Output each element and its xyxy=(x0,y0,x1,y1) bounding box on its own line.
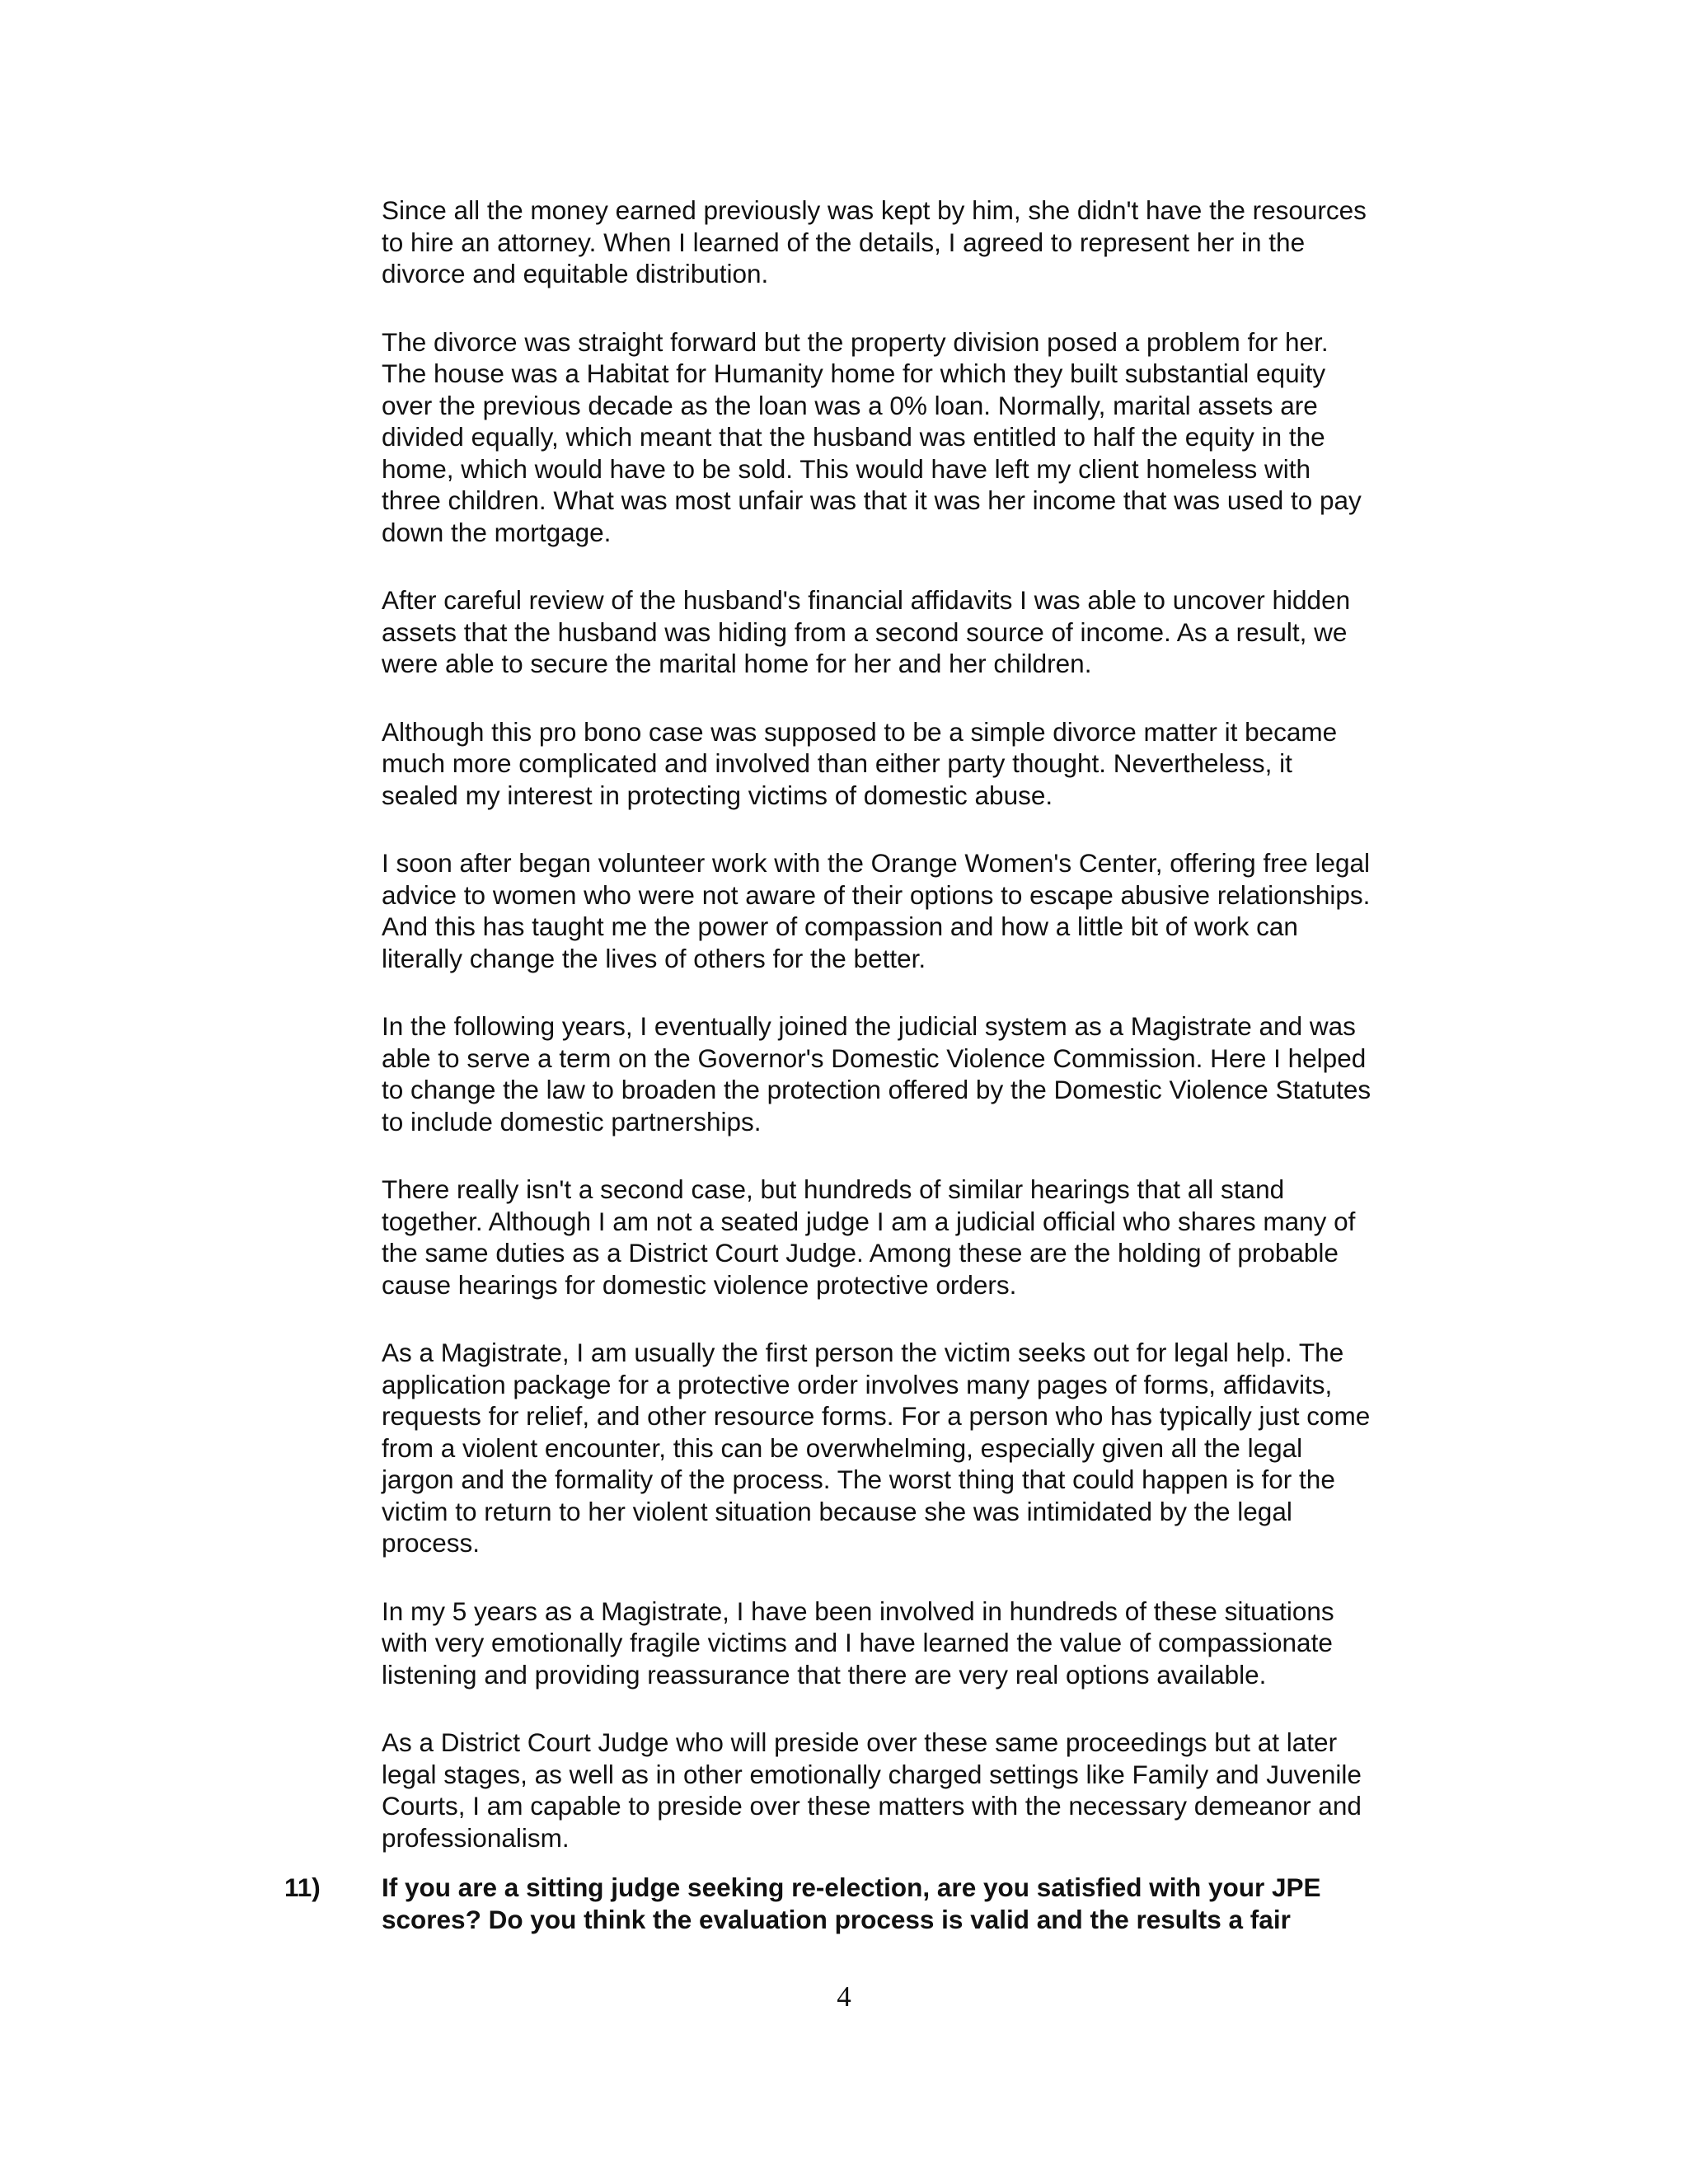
paragraph-line: As a Magistrate, I am usually the first person the victim seeks out for legal help. The xyxy=(382,1338,1344,1367)
paragraph-line: In the following years, I eventually joined the judicial system as a Magistrate and was xyxy=(382,1011,1356,1041)
paragraph-line: listening and providing reassurance that there are very real options available. xyxy=(382,1659,1267,1690)
paragraph-line: literally change the lives of others for the better. xyxy=(382,943,926,973)
paragraph-line: As a District Court Judge who will preside over these same proceedings but at later xyxy=(382,1727,1338,1757)
answer-body xyxy=(382,194,1445,1890)
paragraph-line: from a violent encounter, this can be overwhelming, especially given all the legal xyxy=(382,1432,1303,1463)
paragraph-line: I soon after began volunteer work with the Orange Women's Center, offering free legal xyxy=(382,848,1371,878)
paragraph-line: legal stages, as well as in other emotionally charged settings like Family and Juvenile xyxy=(382,1759,1362,1789)
question-line: scores? Do you think the evaluation process is valid and the results a fair xyxy=(382,1904,1291,1934)
paragraph-line: together. Although I am not a seated judge I am a judicial official who shares many of xyxy=(382,1206,1356,1236)
paragraph-line: advice to women who were not aware of their options to escape abusive relationships. xyxy=(382,879,1371,910)
paragraph-line: process. xyxy=(382,1528,481,1558)
paragraph-7 xyxy=(382,1174,1445,1301)
paragraph-6 xyxy=(382,1010,1445,1137)
paragraph-line: able to serve a term on the Governor's Domestic Violence Commission. Here I helped xyxy=(382,1043,1367,1073)
paragraph-line: assets that the husband was hiding from a second source of income. As a result, we xyxy=(382,616,1348,647)
paragraph-3 xyxy=(382,584,1445,680)
paragraph-1 xyxy=(382,194,1445,290)
paragraph-line: divided equally, which meant that the husband was entitled to half the equity in the xyxy=(382,422,1325,452)
paragraph-9 xyxy=(382,1596,1445,1691)
paragraph-line: with very emotionally fragile victims and I have learned the value of compassionate xyxy=(382,1628,1333,1657)
paragraph-line: to include domestic partnerships. xyxy=(382,1106,762,1137)
paragraph-line: sealed my interest in protecting victims of domestic abuse. xyxy=(382,780,1053,810)
paragraph-line: the same duties as a District Court Judge. Among these are the holding of probable xyxy=(382,1238,1339,1268)
paragraph-line: requests for relief, and other resource forms. For a person who has typically just come xyxy=(382,1401,1371,1431)
paragraph-line: After careful review of the husband's financial affidavits I was able to uncover hidden xyxy=(382,585,1351,615)
question-line: If you are a sitting judge seeking re-election, are you satisfied with your JPE xyxy=(382,1872,1321,1902)
paragraph-line: Courts, I am capable to preside over these matters with the necessary demeanor and xyxy=(382,1791,1362,1821)
paragraph-line: down the mortgage. xyxy=(382,517,612,547)
paragraph-line: cause hearings for domestic violence protective orders. xyxy=(382,1269,1017,1300)
paragraph-line: home, which would have to be sold. This would have left my client homeless with xyxy=(382,453,1311,484)
paragraph-line: And this has taught me the power of compassion and how a little bit of work can xyxy=(382,912,1298,941)
paragraph-line: over the previous decade as the loan was a 0% loan. Normally, marital assets are xyxy=(382,390,1318,420)
paragraph-line: There really isn't a second case, but hundreds of similar hearings that all stand xyxy=(382,1174,1285,1204)
paragraph-line: jargon and the formality of the process. The worst thing that could happen is for the xyxy=(382,1465,1335,1494)
paragraph-8 xyxy=(382,1337,1445,1559)
paragraph-line: Although this pro bono case was supposed to be a simple divorce matter it became xyxy=(382,716,1338,747)
paragraph-line: application package for a protective order involves many pages of forms, affidavits, xyxy=(382,1369,1333,1399)
paragraph-4 xyxy=(382,716,1445,812)
paragraph-line: victim to return to her violent situation because she was intimidated by the legal xyxy=(382,1496,1292,1526)
paragraph-line: three children. What was most unfair was that it was her income that was used to pay xyxy=(382,485,1362,515)
paragraph-2 xyxy=(382,326,1445,549)
paragraph-line: to hire an attorney. When I learned of the details, I agreed to represent her in the xyxy=(382,227,1306,257)
question-number: 11) xyxy=(284,1872,321,1902)
question-text xyxy=(382,1872,1453,1935)
paragraph-line: were able to secure the marital home for her and her children. xyxy=(382,649,1092,678)
paragraph-line: divorce and equitable distribution. xyxy=(382,259,769,288)
paragraph-line: Since all the money earned previously was kept by him, she didn't have the resources xyxy=(382,195,1367,225)
paragraph-line: professionalism. xyxy=(382,1822,570,1853)
paragraph-line: to change the law to broaden the protection offered by the Domestic Violence Statutes xyxy=(382,1075,1372,1104)
paragraph-line: The house was a Habitat for Humanity home for which they built substantial equity xyxy=(382,359,1326,388)
paragraph-line: The divorce was straight forward but the property division posed a problem for her. xyxy=(382,326,1329,357)
page-number: 4 xyxy=(837,1980,851,2013)
paragraph-10 xyxy=(382,1727,1445,1854)
paragraph-line: much more complicated and involved than either party thought. Nevertheless, it xyxy=(382,748,1292,778)
paragraph-line: In my 5 years as a Magistrate, I have been involved in hundreds of these situations xyxy=(382,1596,1334,1626)
paragraph-5 xyxy=(382,847,1445,974)
